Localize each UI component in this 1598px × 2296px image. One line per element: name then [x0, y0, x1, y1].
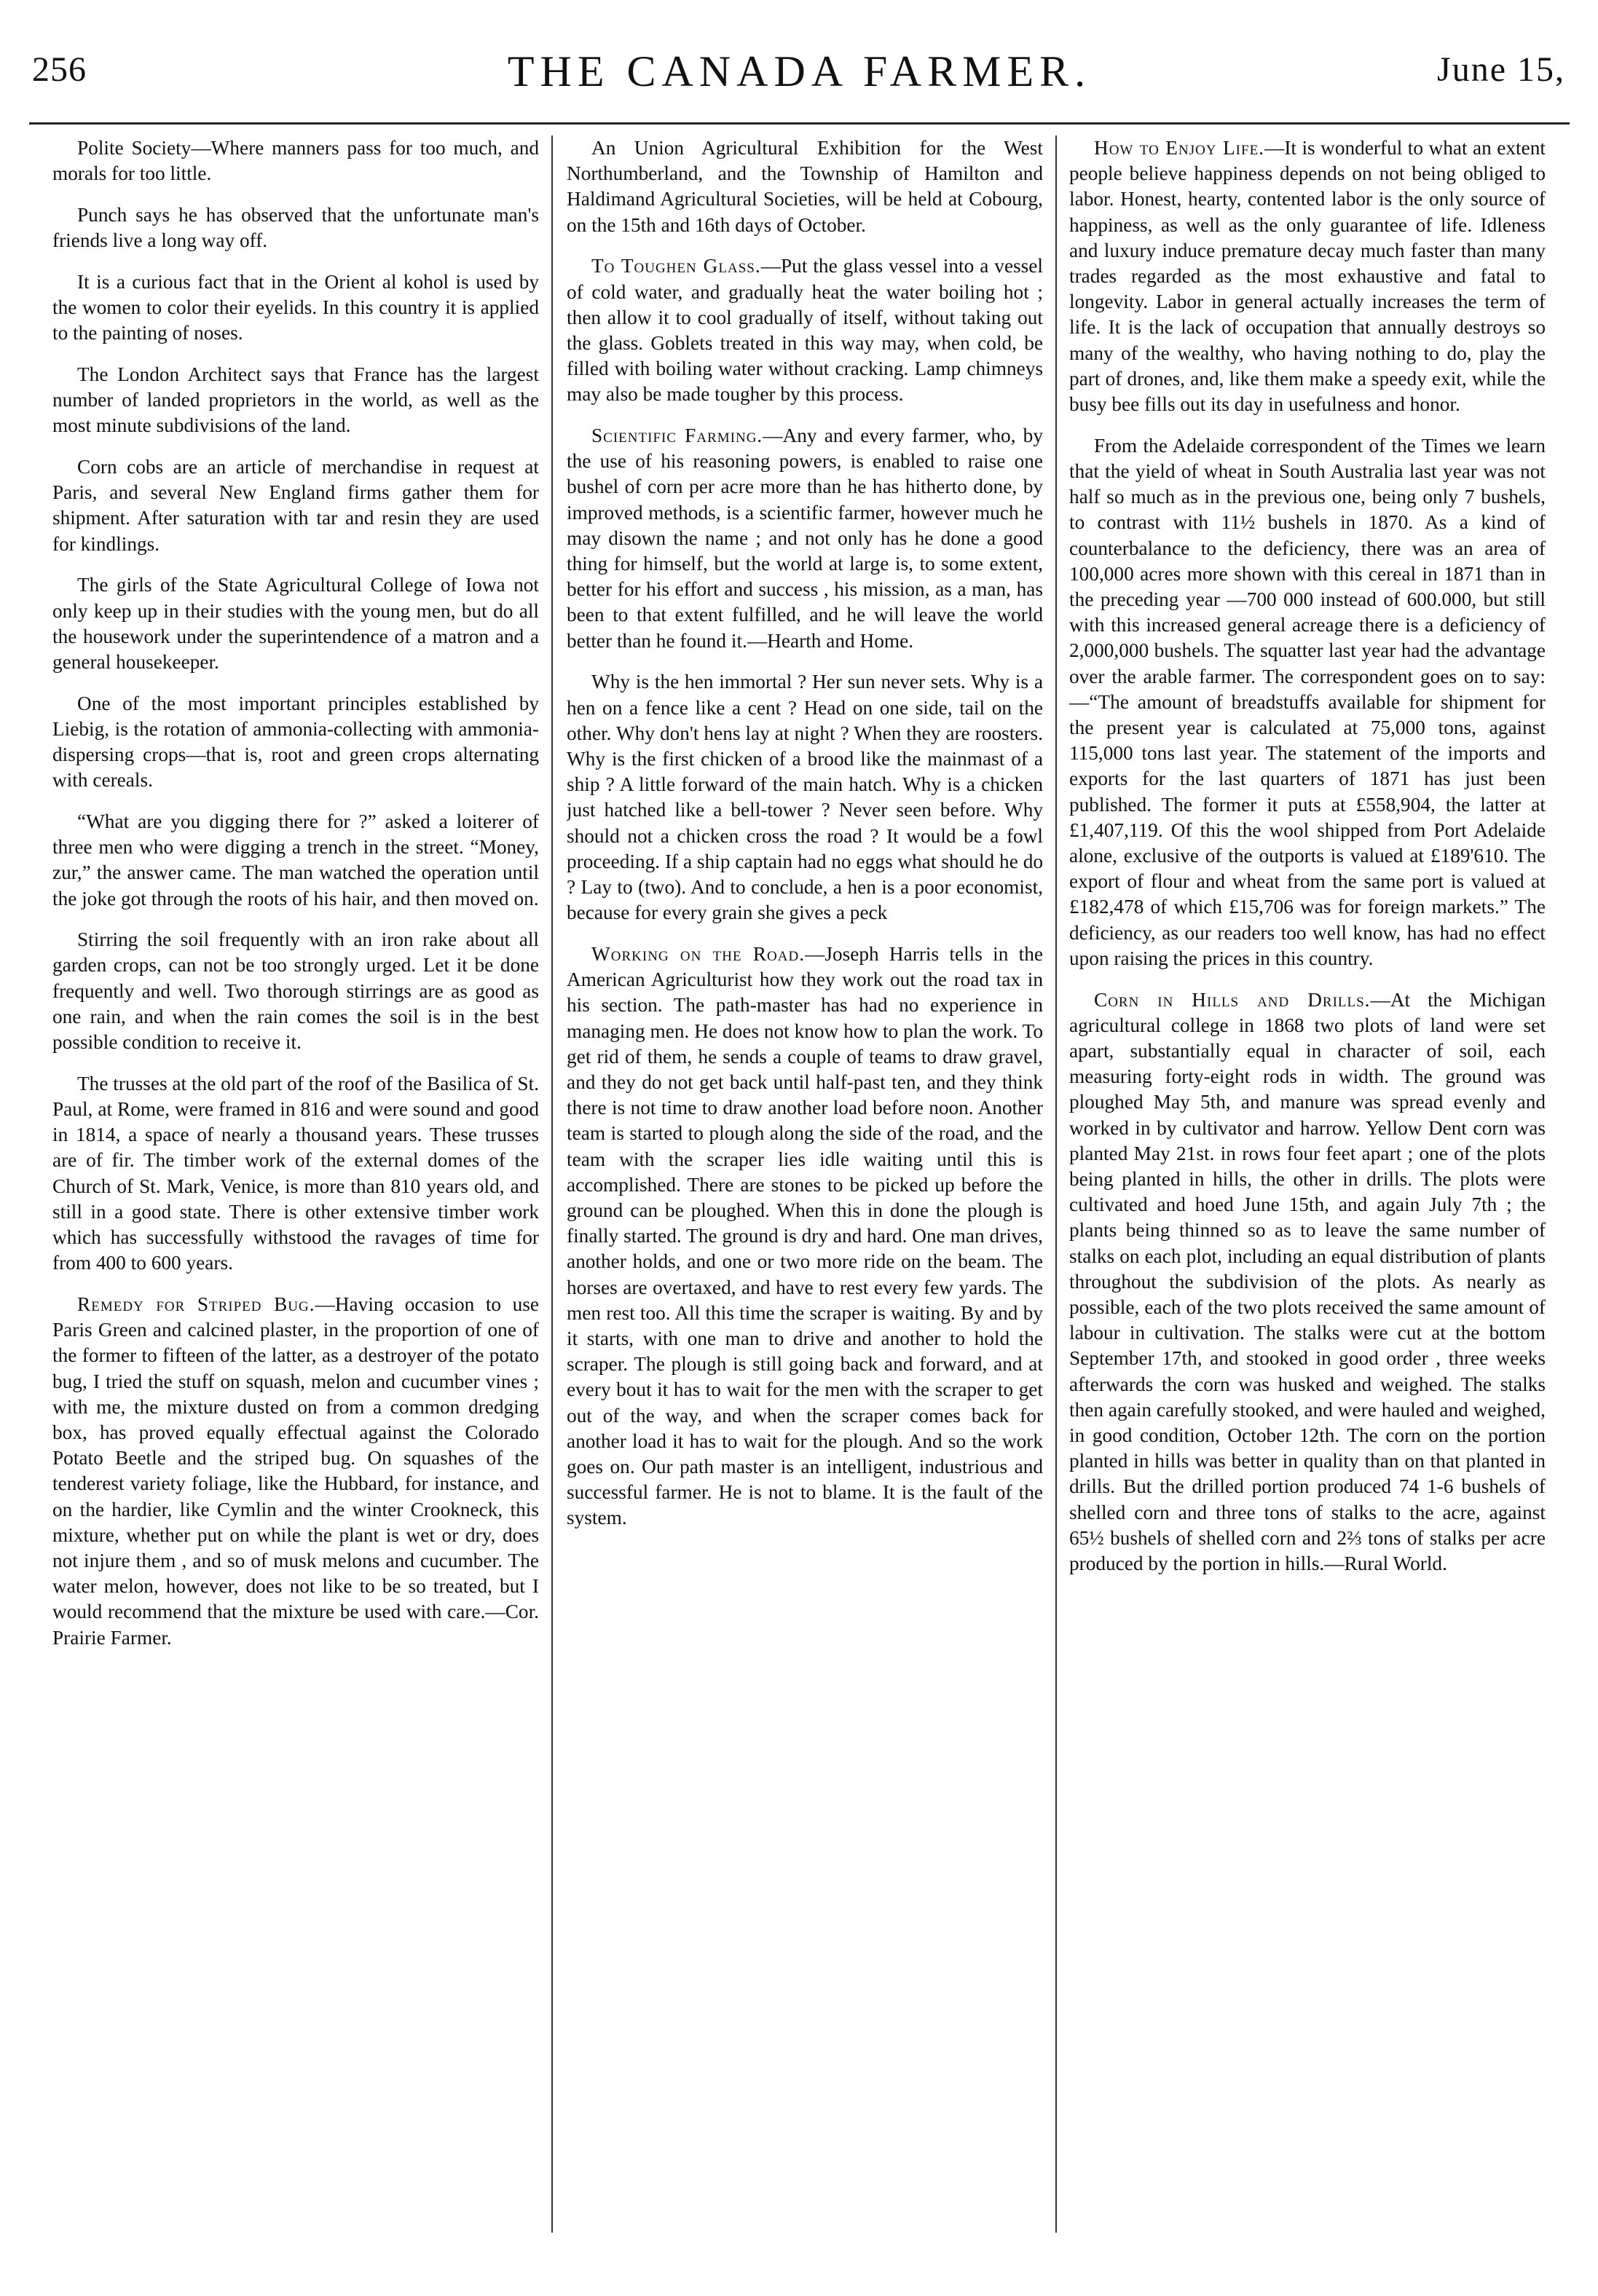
paragraph-text: The girls of the State Agricultural College of Iowa not only keep up in their studies with the young men, but do all the housework under the superintendence of a matron and a general housekeeper.: [52, 574, 539, 673]
paragraph-heading: Scientific Farming.: [591, 425, 763, 447]
column-rule: [551, 135, 553, 2233]
paragraph-text: Polite Society—Where manners pass for too much, and morals for too little.: [52, 137, 539, 185]
masthead: [29, 44, 1570, 106]
paragraph-text: It is a curious fact that in the Orient al kohol is used by the women to color their eyelids. In this country it is applied to the painting of noses.: [52, 270, 539, 344]
paragraph: [52, 572, 539, 675]
paragraph-text: —Having occasion to use Paris Green and calcined plaster, in the proportion of one of the former to fifteen of the latter, as a destroyer of the potato bug, I tried the stuff on squash, melon and cucumber vines ; with me, the mixture dusted on from a common dredging box, has proved equally effectual against the Colorado Potato Beetle and the striped bug. On squashes of the tenderest variety foliage, like the Hubbard, for instance, and on the hardier, like Cymlin and the winter Crookneck, this mixture, whether put on while the plant is wet or dry, does not injure them , and so of musk melons and cucumber. The water melon, however, does not like to be so treated, but I would recommend that the mixture be used with care.—Cor. Prairie Farmer.: [52, 1293, 539, 1649]
paragraph: [52, 691, 539, 794]
paragraph: [52, 362, 539, 439]
paragraph-heading: How to Enjoy Life.: [1094, 137, 1265, 159]
paragraph-text: An Union Agricultural Exhibition for the West Northumberland, and the Township of Hamilton and Haldimand Agricultural Societies, will be held at Cobourg, on the 15th and 16th days of October.: [567, 137, 1043, 236]
column-3: [1069, 135, 1546, 2276]
paragraph: [52, 809, 539, 912]
paragraph-heading: Working on the Road.: [591, 942, 806, 965]
newspaper-title: THE CANADA FARMER.: [507, 47, 1092, 95]
paragraph: [52, 454, 539, 557]
paragraph-text: Corn cobs are an article of merchandise in request at Paris, and several New England firms gather them for shipment. After saturation with tar and resin they are used for kindlings.: [52, 456, 539, 555]
column-2: [567, 135, 1043, 2276]
paragraph-text: One of the most important principles established by Liebig, is the rotation of ammonia-collecting with ammonia-dispersing crops—that is, root and green crops alternating with cereals.: [52, 692, 539, 792]
paragraph-text: Stirring the soil frequently with an iron rake about all garden crops, can not be too strongly urged. Let it be done frequently and well. Two thorough stirrings are as good as one rain, and when the rain comes the soil is in the best possible condition to receive it.: [52, 928, 539, 1054]
paragraph: [52, 927, 539, 1055]
paragraph-text: Why is the hen immortal ? Her sun never sets. Why is a hen on a fence like a cent ? Head on one side, tail on the other. Why don't hens lay at night ? When they are roosters. Why is the first chicken of a brood like the mainmast of a ship ? A little forward of the main hatch. Why is a chicken just hatched like a bell-tower ? Never seen before. Why should not a chicken cross the road ? It would be a fowl proceeding. If a ship captain had no eggs what should he do ? Lay to (two). And to conclude, a hen is a poor economist, because for every grain she gives a peck: [567, 671, 1043, 924]
paragraph: [52, 269, 539, 347]
paragraph-text: The trusses at the old part of the roof of the Basilica of St. Paul, at Rome, were framed in 816 and were sound and good in 1814, a space of nearly a thousand years. These trusses are of fir. The timber work of the external domes of the Church of St. Mark, Venice, is more than 810 years old, and still in a good state. There is other extensive timber work which has successfully withstood the ravages of time for from 400 to 600 years.: [52, 1072, 539, 1274]
paragraph-text: —At the Michigan agricultural college in 1868 two plots of land were set apart, substantially equal in character of soil, each measuring forty-eight rods in width. The ground was ploughed May 5th, and manure was spread evenly and worked in by cultivator and harrow. Yellow Dent corn was planted May 21st. in rows four feet apart ; one of the plots being planted in hills, the other in drills. The plots were cultivated and hoed June 15th, and again July 7th ; the plants being thinned so as to leave the same number of stalks on each plot, including an equal distribution of plants throughout the subdivision of the plots. As nearly as possible, each of the two plots received the same amount of labour in cultivation. The stalks were cut at the bottom September 17th, and stooked in good order , three weeks afterwards the corn was husked and weighed. The stalks then again carefully stooked, and were hauled and weighed, in good condition, October 12th. The corn on the portion planted in hills was better in quality than on that planted in drills. But the drilled portion produced 74 1-6 bushels of shelled corn and three tons of stalks to the acre, against 65½ bushels of shelled corn and 2⅔ tons of stalks per acre produced by the portion in hills.—Rural World.: [1069, 988, 1546, 1574]
paragraph: [567, 669, 1043, 926]
paragraph: [567, 423, 1043, 654]
paragraph: [1069, 135, 1546, 417]
paragraph: [52, 1292, 539, 1651]
paragraph: [567, 253, 1043, 407]
paragraph-heading: To Toughen Glass.: [591, 255, 761, 277]
paragraph-text: “What are you digging there for ?” asked a loiterer of three men who were digging a trench in the street. “Money, zur,” the answer came. The man watched the operation until the joke got through the roots of his hair, and then moved on.: [52, 810, 539, 910]
paragraph-heading: Corn in Hills and Drills.: [1094, 988, 1371, 1011]
issue-date: June 15,: [1437, 50, 1565, 89]
page-number: 256: [32, 50, 87, 89]
paragraph-text: —Put the glass vessel into a vessel of cold water, and gradually heat the water boiling hot ; then allow it to cool gradually of itself, without taking out the glass. Goblets treated in this way may, when cold, be filled with boiling water without cracking. Lamp chimneys may also be made tougher by this process.: [567, 255, 1043, 406]
paragraph-text: From the Adelaide correspondent of the Times we learn that the yield of wheat in South Australia last year was not half so much as in the previous one, being only 7 bushels, to contrast with 11½ bushels in 1870. As a kind of counterbalance to the deficiency, there was an area of 100,000 acres more shown with this cereal in 1871 than in the preceding year —700 000 instead of 600.000, but still with this increased general acreage there is a deficiency of 2,000,000 bushels. The squatter last year had the advantage over the arable farmer. The correspondent goes on to say: —“The amount of breadstuffs available for shipment for the present year is calculated at 75,000 tons, against 115,000 tons last year. The statement of the imports and exports for the last quarters of 1871 has just been published. The former it puts at £558,904, the latter at £1,407,119. Of this the wool shipped from Port Adelaide alone, exclusive of the outports is valued at £189'610. The export of flour and wheat from the same port is valued at £182,478 of which £15,706 was for foreign markets.” The deficiency, as our readers too well know, has had no effect upon raising the prices in this country.: [1069, 434, 1546, 969]
paragraph-text: —Any and every farmer, who, by the use of his reasoning powers, is enabled to raise one bushel of corn per acre more than he has hitherto done, by improved methods, is a scientific farmer, however much he may disown the name ; and not only has he done a good thing for himself, but the world at large is, to some extent, better for his effort and success , his mission, as a man, has been to that extent fulfilled, and he will leave the world better than he found it.—Hearth and Home.: [567, 425, 1043, 652]
header-rule: [29, 122, 1570, 125]
column-rule: [1055, 135, 1057, 2233]
paragraph: [567, 942, 1043, 1531]
paragraph: [52, 202, 539, 253]
paragraph-text: The London Architect says that France has the largest number of landed proprietors in the world, as well as the most minute subdivisions of the land.: [52, 363, 539, 437]
paragraph: [52, 135, 539, 186]
paragraph: [1069, 987, 1546, 1577]
paragraph: [1069, 433, 1546, 971]
paragraph-text: Punch says he has observed that the unfortunate man's friends live a long way off.: [52, 203, 539, 252]
paragraph-text: —Joseph Harris tells in the American Agriculturist how they work out the road tax in his section. The path-master has had no experience in managing men. He does not know how to plan the work. To get rid of them, he sends a couple of teams to draw gravel, and they do not get back until half-past ten, and they think there is not time to draw another load before noon. Another team is started to plough along the side of the road, and the team with the scraper lies idle waiting until this is accomplished. There are stones to be picked up before the ground can be ploughed. When this in done the plough is finally started. The ground is dry and hard. One man drives, another holds, and one or two more ride on the beam. The horses are overtaxed, and have to rest every few yards. The men rest too. All this time the scraper is waiting. By and by it starts, with one man to drive and another to hold the scraper. The plough is still going back and forward, and at every bout it has to wait for the men with the scraper to get out of the way, and when the scraper comes back for another load it has to wait for the plough. And so the work goes on. Our path master is an intelligent, industrious and successful farmer. He is not to blame. It is the fault of the system.: [567, 942, 1043, 1529]
column-1: [52, 135, 539, 2276]
paragraph: [52, 1071, 539, 1277]
paragraph-heading: Remedy for Striped Bug.: [77, 1293, 315, 1315]
paragraph: [567, 135, 1043, 238]
paragraph-text: —It is wonderful to what an extent people believe happiness depends on not being obliged to labor. Honest, hearty, contented labor is the only source of happiness, as well as the only guarantee of life. Idleness and luxury induce premature decay much faster than many trades regarded as the most exhaustive and fatal to longevity. Labor in general actually increases the term of life. It is the lack of occupation that annually destroys so many of the wealthy, who having nothing to do, play the part of drones, and, like them make a speedy exit, while the busy bee fills out its day in usefulness and honor.: [1069, 137, 1546, 416]
